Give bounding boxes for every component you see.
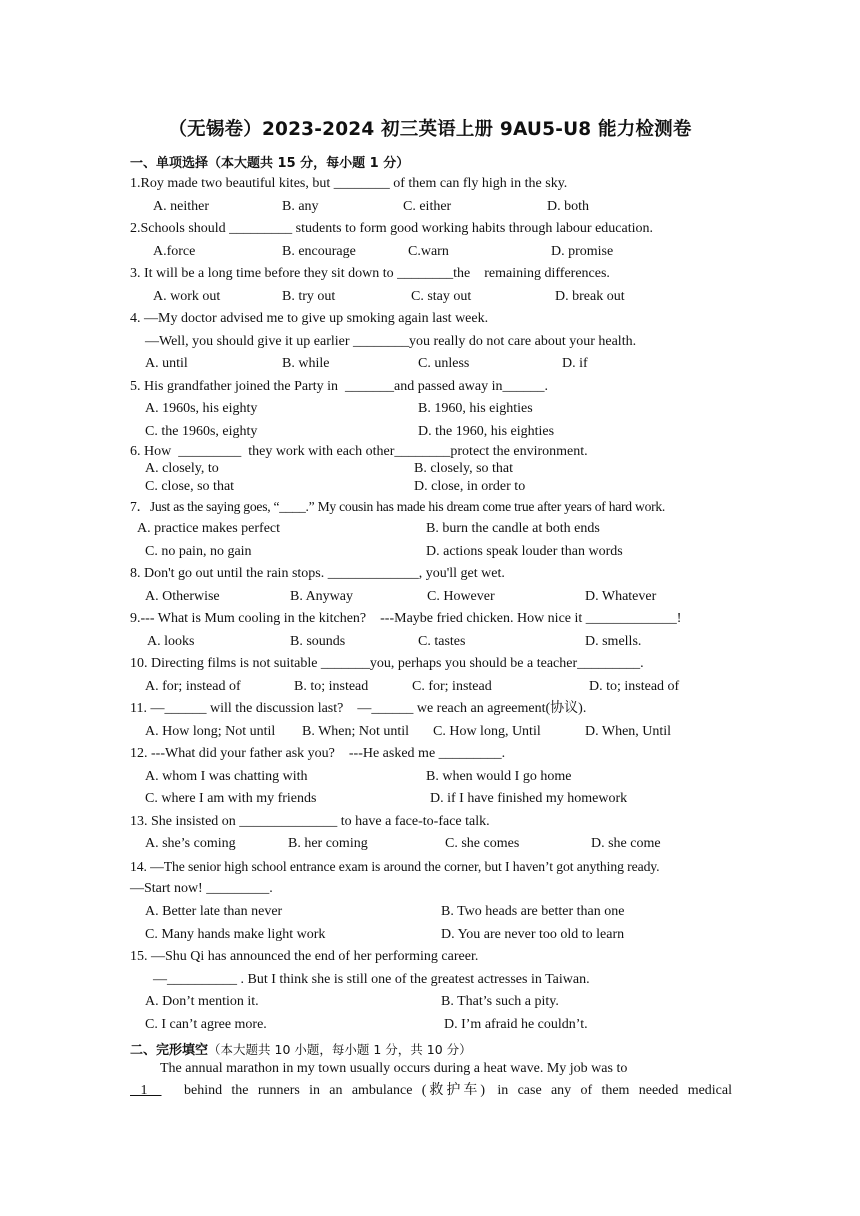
q10-option-a: A. for; instead of [145,679,241,694]
q7-option-a: A. practice makes perfect [137,521,281,536]
cloze-word: (救护车) [421,1083,489,1098]
q15-option-a: A. Don’t mention it. [145,994,259,1009]
cloze-word: case [517,1083,542,1098]
q5-option-d: D. the 1960, his eighties [418,424,555,439]
q10-option-b: B. to; instead [294,679,369,694]
question-1-stem: 1.Roy made two beautiful kites, but ________ of them can fly high in the sky. [130,176,568,191]
q8-option-b: B. Anyway [290,589,353,604]
q8-option-a: A. Otherwise [145,589,220,604]
question-13-stem: 13. She insisted on ______________ to have a face-to-face talk. [130,814,490,829]
q15-option-d: D. I’m afraid he couldn’t. [444,1017,588,1032]
q12-option-b: B. when would I go home [426,769,572,784]
q14-option-b: B. Two heads are better than one [441,904,625,919]
q12-option-a: A. whom I was chatting with [145,769,308,784]
q15-option-c: C. I can’t agree more. [145,1017,267,1032]
cloze-line-2-words [184,1083,732,1099]
q7-option-b: B. burn the candle at both ends [426,521,600,536]
cloze-paragraph-line-1: The annual marathon in my town usually occurs during a heat wave. My job was to [160,1061,628,1076]
section-2-heading-label: 二、完形填空 [130,1043,209,1058]
section-2-heading-detail: （本大题共 10 小题，每小题 1 分，共 10 分） [208,1042,472,1057]
question-14-stem-reply: —Start now! _________. [130,881,273,896]
section-1-heading: 一、单项选择（本大题共 15 分，每小题 1 分） [130,156,410,171]
q4-option-a: A. until [145,356,188,371]
q6-option-d: D. close, in order to [414,479,526,494]
q9-option-d: D. smells. [585,634,642,649]
cloze-word: needed [638,1083,679,1098]
cloze-word: the [231,1083,249,1098]
q5-option-a: A. 1960s, his eighty [145,401,258,416]
q14-option-c: C. Many hands make light work [145,927,326,942]
cloze-word: behind [184,1083,223,1098]
q2-option-d: D. promise [551,244,614,259]
q10-option-c: C. for; instead [412,679,492,694]
cloze-paragraph-line-2 [130,1083,732,1147]
q9-option-b: B. sounds [290,634,346,649]
question-7-stem: 7．Just as the saying goes, “____.” My cousin has made his dream come true after years of hard work. [130,499,666,514]
q3-option-b: B. try out [282,289,336,304]
q3-option-a: A. work out [153,289,221,304]
q13-option-a: A. she’s coming [145,836,236,851]
q8-option-d: D. Whatever [585,589,657,604]
q7-option-c: C. no pain, no gain [145,544,252,559]
q11-option-a: A. How long; Not until [145,724,276,739]
q12-option-c: C. where I am with my friends [145,791,317,806]
q1-option-d: D. both [547,199,589,214]
q5-option-b: B. 1960, his eighties [418,401,533,416]
section-2-heading [130,1039,472,1058]
q11-option-c: C. How long, Until [433,724,541,739]
q10-option-d: D. to; instead of [589,679,680,694]
q2-option-b: B. encourage [282,244,356,259]
q15-option-b: B. That’s such a pity. [441,994,559,1009]
cloze-word: in [309,1083,320,1098]
q11-option-d: D. When, Until [585,724,672,739]
cloze-word: medical [687,1083,732,1098]
q4-option-d: D. if [562,356,588,371]
cloze-blank-1: 1 [130,1083,162,1098]
q4-option-b: B. while [282,356,330,371]
q9-option-c: C. tastes [418,634,466,649]
cloze-word: ambulance [351,1083,413,1098]
q13-option-c: C. she comes [445,836,520,851]
cloze-word: of [580,1083,593,1098]
cloze-word: them [601,1083,630,1098]
q1-option-a: A. neither [153,199,209,214]
cloze-word: in [497,1083,509,1098]
cloze-word: runners [257,1083,300,1098]
q2-option-a: A.force [153,244,196,259]
q8-option-c: C. However [427,589,495,604]
question-12-stem: 12. ---What did your father ask you? ---He asked me _________. [130,746,506,761]
q6-option-a: A. closely, to [145,461,219,476]
question-11-stem: 11. —______ will the discussion last? —______ we reach an agreement(协议). [130,701,587,716]
q1-option-c: C. either [403,199,452,214]
question-5-stem: 5. His grandfather joined the Party in _______and passed away in______. [130,379,548,394]
q11-option-b: B. When; Not until [302,724,410,739]
q5-option-c: C. the 1960s, eighty [145,424,258,439]
question-2-stem: 2.Schools should _________ students to form good working habits through labour education. [130,221,654,236]
q3-option-c: C. stay out [411,289,472,304]
q13-option-d: D. she come [591,836,661,851]
q12-option-d: D. if I have finished my homework [430,791,628,806]
q4-option-c: C. unless [418,356,470,371]
cloze-word: an [329,1083,343,1098]
question-6-stem: 6. How _________ they work with each other________protect the environment. [130,444,588,459]
q6-option-c: C. close, so that [145,479,235,494]
question-8-stem: 8. Don't go out until the rain stops. _____________, you'll get wet. [130,566,505,581]
q14-option-d: D. You are never too old to learn [441,927,625,942]
q3-option-d: D. break out [555,289,625,304]
q7-option-d: D. actions speak louder than words [426,544,623,559]
exam-title: （无锡卷）2023-2024 初三英语上册 9AU5-U8 能力检测卷 [168,119,692,140]
question-10-stem: 10. Directing films is not suitable _______you, perhaps you should be a teacher_________. [130,656,644,671]
q6-option-b: B. closely, so that [414,461,514,476]
cloze-word: any [550,1083,572,1098]
q9-option-a: A. looks [147,634,195,649]
question-14-stem: 14. —The senior high school entrance exam is around the corner, but I haven’t got anything ready. [130,859,660,874]
question-3-stem: 3. It will be a long time before they sit down to ________the remaining differences. [130,266,610,281]
q14-option-a: A. Better late than never [145,904,283,919]
question-15-stem-reply: —__________ . But I think she is still one of the greatest actresses in Taiwan. [153,972,590,987]
q2-option-c: C.warn [408,244,449,259]
question-4-stem: 4. —My doctor advised me to give up smoking again last week. [130,311,489,326]
question-9-stem: 9.--- What is Mum cooling in the kitchen? ---Maybe fried chicken. How nice it _____________! [130,611,682,626]
question-4-stem-reply: —Well, you should give it up earlier ________you really do not care about your health. [145,334,637,349]
q1-option-b: B. any [282,199,319,214]
question-15-stem: 15. —Shu Qi has announced the end of her performing career. [130,949,479,964]
q13-option-b: B. her coming [288,836,368,851]
